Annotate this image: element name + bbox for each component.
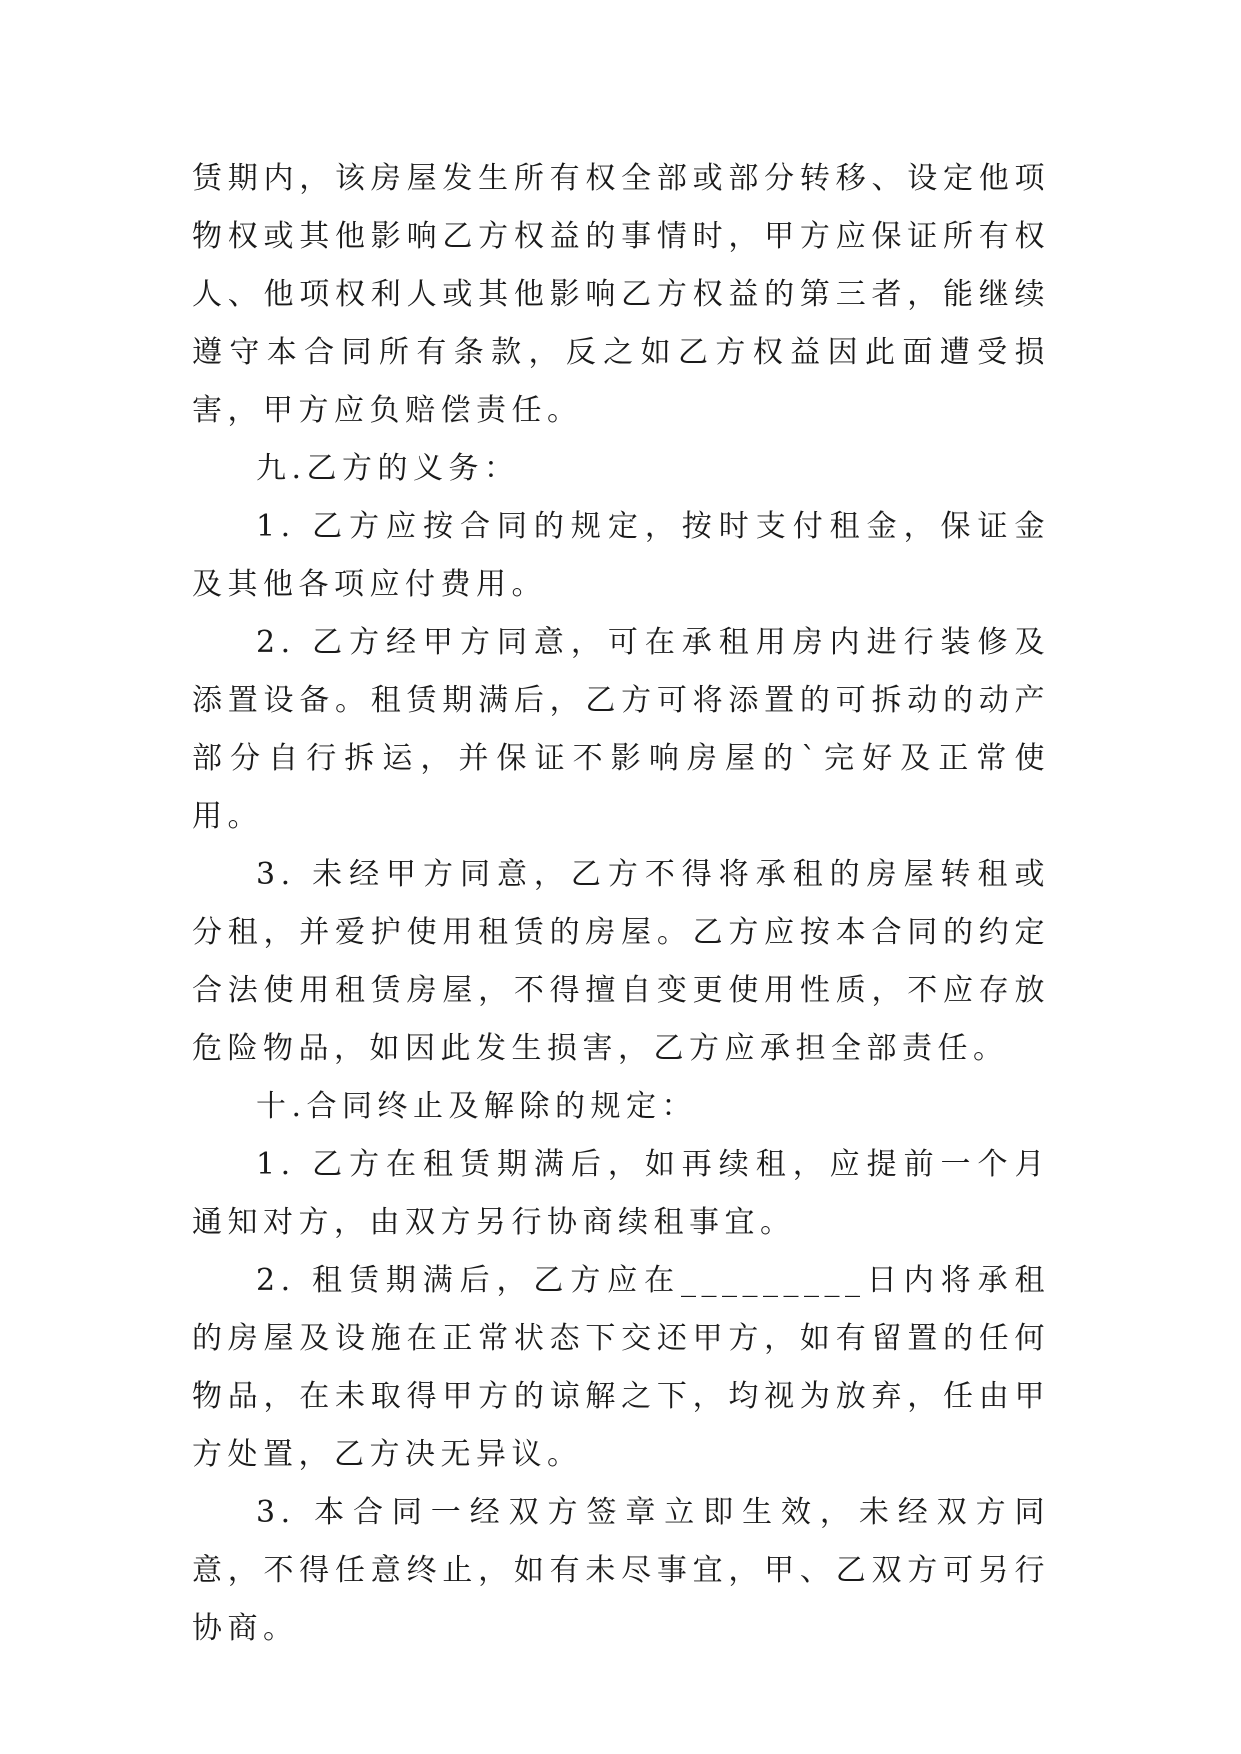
section-heading-9: 九.乙方的义务： (256, 451, 520, 486)
clause-9-3: 3. 未经甲方同意，乙方不得将承租的房屋转租或分租，并爱护使用租赁的房屋。乙方应按本合同的约定合法使用租赁房屋，不得擅自变更使用性质，不应存放危险物品，如因此发生损害，乙方应承担全部责任。 (192, 857, 1050, 1066)
paragraph-continuation: 赁期内，该房屋发生所有权全部或部分转移、设定他项物权或其他影响乙方权益的事情时，甲方应保证所有权人、他项权利人或其他影响乙方权益的第三者，能继续遵守本合同所有条款，反之如乙方权益因此面遭受损害，甲方应负赔偿责任。 (192, 161, 1050, 428)
clause-10-3: 3. 本合同一经双方签章立即生效，未经双方同意，不得任意终止，如有未尽事宜，甲、乙双方可另行协商。 (192, 1495, 1050, 1646)
clause-10-2: 2. 租赁期满后，乙方应在_________日内将承租的房屋及设施在正常状态下交还甲方，如有留置的任何物品，在未取得甲方的谅解之下，均视为放弃，任由甲方处置，乙方决无异议。 (192, 1263, 1050, 1472)
clause-9-1: 1. 乙方应按合同的规定，按时支付租金，保证金及其他各项应付费用。 (192, 509, 1050, 602)
clause-10-1: 1. 乙方在租赁期满后，如再续租，应提前一个月通知对方，由双方另行协商续租事宜。 (192, 1147, 1050, 1240)
clause-9-2: 2. 乙方经甲方同意，可在承租用房内进行装修及添置设备。租赁期满后，乙方可将添置的可拆动的动产部分自行拆运，并保证不影响房屋的`完好及正常使用。 (192, 625, 1050, 834)
document-body (192, 150, 1050, 1658)
section-heading-10: 十.合同终止及解除的规定： (256, 1089, 698, 1124)
